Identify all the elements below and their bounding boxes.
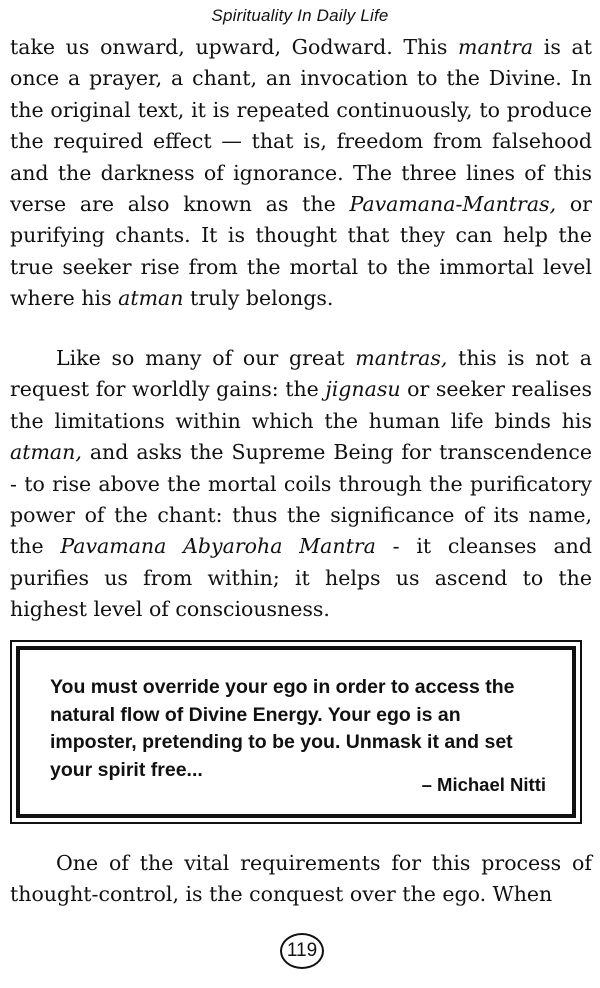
paragraph-1-emphasis-a: mantra [458, 35, 534, 59]
paragraph-2 [10, 343, 592, 626]
paragraph-2-text-a: Like so many of our great [56, 346, 356, 370]
paragraph-1-text-a: take us onward, upward, Godward. This [10, 35, 459, 59]
paragraph-1-text-d: truly belongs. [183, 286, 334, 311]
paragraph-1-emphasis-c: atman [118, 286, 184, 311]
quote-box [10, 640, 582, 824]
paragraph-2-text-e: - it cleanses and purifies us from within; it helps us ascend to the highest level of consciousness. [10, 534, 593, 622]
page-number: 119 [280, 933, 324, 969]
paragraph-1-text-b: is at once a prayer, a chant, an invocation to the Divine. In the original text, it is repeated continuously, to produce the required effect — that is, freedom from falsehood and the darkness of ignorance. The three lines of this verse are also known as the [10, 35, 593, 217]
paragraph-1-text-c: or purifying chants. It is thought that they can help the true seeker rise from the mortal to the immortal level where his [10, 192, 592, 311]
running-head: Spirituality In Daily Life [211, 6, 389, 25]
paragraph-2-emphasis-a: mantras, [355, 346, 448, 370]
quote-author: – Michael Nitti [421, 773, 546, 795]
paragraph-2-text-d: and asks the Supreme Being for transcendence - to rise above the mortal coils through the purificatory power of the chant: thus the significance of its name, the [10, 440, 592, 559]
paragraph-2-emphasis-b: jignasu [325, 377, 401, 402]
paragraph-2-emphasis-d: Pavamana Abyaroha Mantra [60, 534, 376, 559]
paragraph-1-emphasis-b: Pavamana-Mantras, [349, 192, 557, 217]
quote-inner-frame [16, 646, 576, 818]
paragraph-3: One of the vital requirements for this process of thought-control, is the conquest over the ego. When [10, 851, 592, 907]
paragraph-1 [10, 32, 592, 315]
quote-text: You must override your ego in order to access the natural flow of Divine Energy. Your ego is an imposter, pretending to be you. Unmask it and set your spirit free... [50, 676, 515, 781]
paragraph-2-text-c: or seeker realises the limitations within which the human life binds his [10, 377, 592, 433]
paragraph-2-text-b: this is not a request for worldly gains: the [10, 346, 592, 402]
paragraph-2-emphasis-c: atman, [10, 440, 82, 465]
